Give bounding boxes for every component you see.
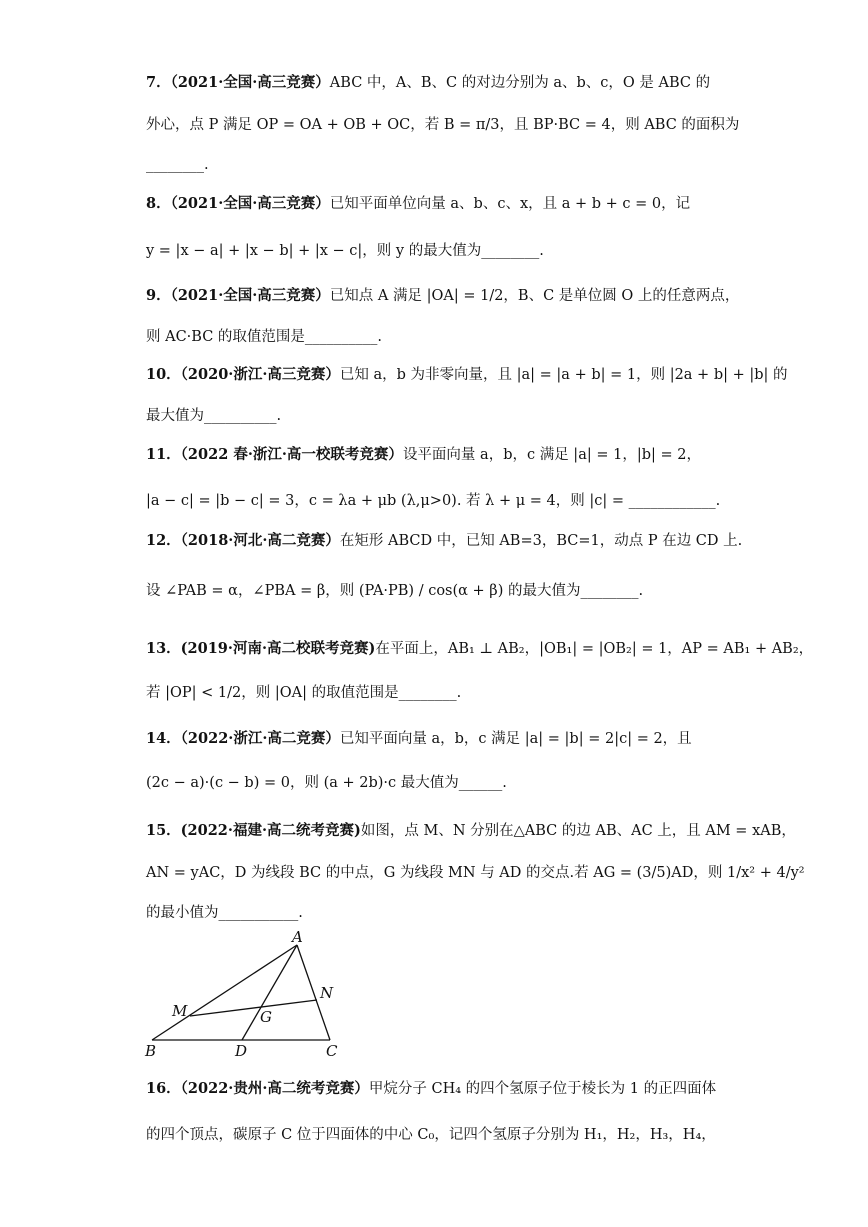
point-label-c: C: [326, 1042, 338, 1060]
question-15-text-1: 如图，点 M、N 分别在△ABC 的边 AB、AC 上，且 AM = xAB，: [360, 823, 796, 839]
question-10-text-2: 最大值为__________.: [146, 408, 282, 424]
question-15-label: 15．(2022·福建·高二统考竞赛): [146, 822, 361, 839]
question-15-line-3: [146, 902, 726, 924]
question-8-text-2: y = |x − a| + |x − b| + |x − c|，则 y 的最大值为________.: [146, 243, 544, 259]
question-7-line-2: [146, 114, 740, 136]
question-12-text-1: 在矩形 ABCD 中，已知 AB=3，BC=1，动点 P 在边 CD 上.: [339, 533, 743, 549]
question-11-line-1: [146, 444, 726, 466]
question-11-text-1: 设平面向量 a，b，c 满足 |a| = 1，|b| = 2，: [402, 447, 701, 463]
question-13-text-1: 在平面上，AB₁ ⊥ AB₂，|OB₁| = |OB₂| = 1，AP = AB₁ + AB₂，: [375, 641, 814, 657]
question-8-line-1: [146, 193, 726, 215]
question-9-line-2: [146, 326, 726, 348]
question-16-label: 16．（2022·贵州·高二统考竞赛）: [146, 1080, 369, 1097]
question-10-line-2: [146, 405, 726, 427]
question-13-text-2: 若 |OP| < 1/2，则 |OA| 的取值范围是________.: [146, 685, 462, 701]
question-9-line-1: [146, 285, 740, 307]
question-11-text-2: |a − c| = |b − c| = 3，c = λa + μb (λ,μ>0). 若 λ + μ = 4，则 |c| = ____________.: [146, 493, 721, 509]
question-12-line-1: [146, 530, 743, 552]
point-label-a: A: [292, 928, 303, 946]
question-7-text-2: 外心，点 P 满足 OP = OA + OB + OC，若 B = π/3，且 BP·BC = 4，则 ABC 的面积为: [146, 117, 740, 133]
question-15-line-1: [146, 820, 796, 842]
point-label-d: D: [235, 1042, 248, 1060]
question-9-text-2: 则 AC·BC 的取值范围是__________.: [146, 329, 383, 345]
question-8-label: 8．（2021·全国·高三竞赛）: [146, 195, 330, 212]
question-16-line-2: [146, 1124, 726, 1146]
question-10-text-1: 已知 a，b 为非零向量，且 |a| = |a + b| = 1，则 |2a + b| + |b| 的: [339, 367, 788, 383]
question-16-text-1: 甲烷分子 CH₄ 的四个氢原子位于棱长为 1 的正四面体: [368, 1081, 717, 1097]
point-label-b: B: [145, 1042, 157, 1060]
point-label-m: M: [172, 1002, 188, 1020]
question-14-label: 14．（2022·浙江·高二竞赛）: [146, 730, 340, 747]
question-13-line-2: [146, 682, 726, 704]
question-11-line-2: [146, 490, 726, 512]
question-12-label: 12．（2018·河北·高二竞赛）: [146, 532, 340, 549]
question-14-text-2: (2c − a)·(c − b) = 0，则 (a + 2b)·c 最大值为______.: [146, 775, 507, 791]
question-7-text-3: ________.: [146, 157, 209, 173]
question-7-line-3: [146, 154, 726, 176]
question-7-line-1: [146, 72, 726, 94]
question-15-line-2: [146, 862, 805, 884]
question-14-text-1: 已知平面向量 a，b，c 满足 |a| = |b| = 2|c| = 2，且: [339, 731, 692, 747]
question-16-line-1: [146, 1078, 726, 1100]
question-9-text-1: 已知点 A 满足 |OA| = 1/2，B、C 是单位圆 O 上的任意两点，: [329, 288, 740, 304]
question-8-line-2: [146, 240, 726, 262]
triangle-figure: [140, 930, 360, 1060]
question-14-line-2: [146, 772, 726, 794]
segment-ba: [152, 945, 297, 1040]
question-11-label: 11．（2022 春·浙江·高一校联考竞赛）: [146, 446, 403, 463]
question-8-text-1: 已知平面单位向量 a、b、c、x，且 a + b + c = 0，记: [329, 196, 691, 212]
question-15-text-3: 的最小值为___________.: [146, 905, 303, 921]
question-10-label: 10．（2020·浙江·高三竞赛）: [146, 366, 340, 383]
question-13-label: 13．(2019·河南·高二校联考竞赛): [146, 640, 376, 657]
question-7-label: 7．（2021·全国·高三竞赛）: [146, 74, 330, 91]
question-10-line-1: [146, 364, 788, 386]
question-16-text-2: 的四个顶点，碳原子 C 位于四面体的中心 C₀，记四个氢原子分别为 H₁，H₂，H₃，H₄，: [146, 1127, 716, 1143]
point-label-g: G: [260, 1008, 272, 1026]
question-14-line-1: [146, 728, 726, 750]
question-13-line-1: [146, 638, 814, 660]
point-label-n: N: [320, 984, 334, 1002]
question-12-line-2: [146, 580, 726, 602]
question-15-text-2: AN = yAC，D 为线段 BC 的中点，G 为线段 MN 与 AD 的交点.若 AG = (3/5)AD，则 1/x² + 4/y²: [146, 865, 805, 881]
question-9-label: 9．（2021·全国·高三竞赛）: [146, 287, 330, 304]
question-7-text-1: ABC 中，A、B、C 的对边分别为 a、b、c，O 是 ABC 的: [329, 75, 711, 91]
question-12-text-2: 设 ∠PAB = α，∠PBA = β，则 (PA·PB) / cos(α + β) 的最大值为________.: [146, 583, 644, 599]
